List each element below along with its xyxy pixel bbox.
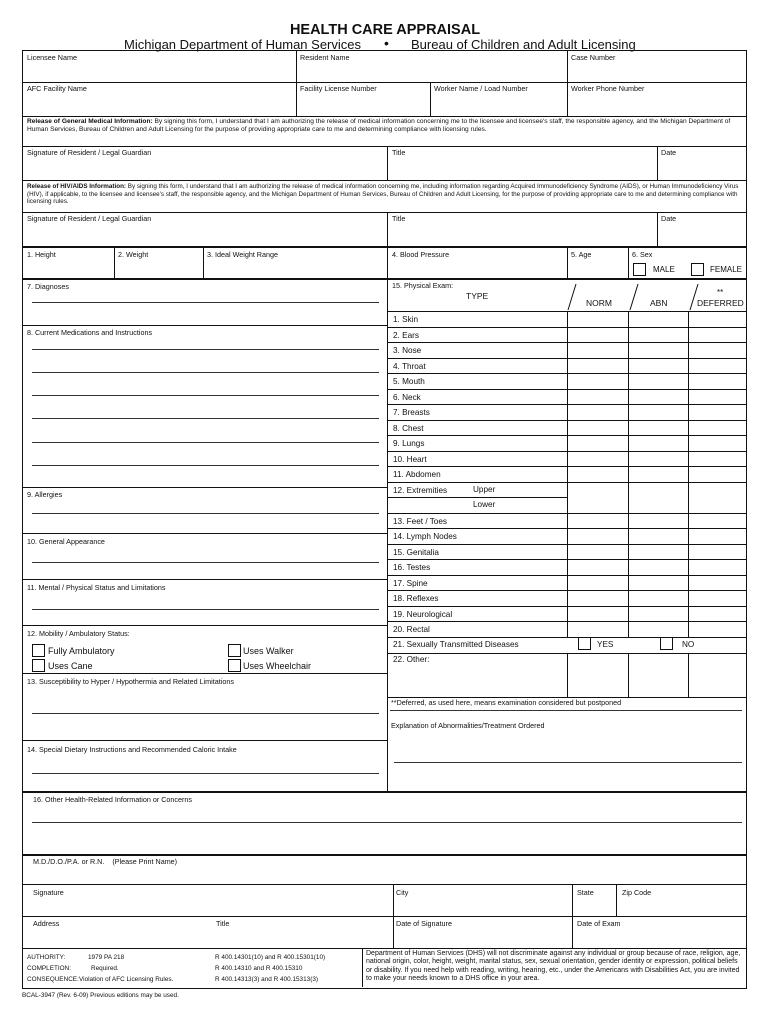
release2-date-label: Date <box>661 214 677 223</box>
exam-header-slants <box>560 280 746 312</box>
rule-1: R 400.14301(10) and R 400.15301(10) <box>215 954 326 961</box>
std-yes-label: YES <box>597 640 614 649</box>
exam-row-rule <box>387 637 746 638</box>
exam-item-label: 2. Ears <box>393 331 419 340</box>
deferred-note: **Deferred, as used here, means examination considered but postponed <box>391 698 622 707</box>
susceptibility-label: 13. Susceptibility to Hyper / Hypothermia and Related Limitations <box>27 677 234 686</box>
department-name: Michigan Department of Human Services <box>124 37 361 52</box>
provider-signature-label: Signature <box>33 888 64 897</box>
std-no-label: NO <box>682 640 695 649</box>
female-label: FEMALE <box>710 265 743 274</box>
nondiscrimination-notice: Department of Human Services (DHS) will not discriminate against any individual or group because of race, religion, age, national origin, color, height, weight, marital status, sex, sexual orientation, gender identity or expression, political beliefs or disability. If you need help with reading, writing, hearing, etc., under the Americans with Disabilities Act, you are invited to make your needs known to a DHS office in your area. <box>366 950 741 983</box>
height-label: 1. Height <box>27 250 56 259</box>
exam-column-rule <box>567 653 568 698</box>
deferred-header: DEFERRED <box>697 298 744 308</box>
exam-type-header: TYPE <box>466 291 489 301</box>
exam-item-label: 16. Testes <box>393 563 431 572</box>
release-hiv-body: By signing this form, I understand that I am authorizing the release of medical information concerning me, including information regarding Acquired Immunodeficiency Syndrome (AIDS), or Human Immunodeficiency Virus (HIV), if applicable, to the licensee and licensee's staff, the responsible agency, and the Michigan Department of Human Services, Bureau of Children and Adult Licensing, for the purpose of providing appropriate care to me and determining compliance with licensing rules. <box>27 183 739 206</box>
std-no-checkbox[interactable] <box>660 637 673 650</box>
release-general-text <box>27 118 743 134</box>
extremities-upper-label: Upper <box>473 485 496 494</box>
std-yes-checkbox[interactable] <box>578 637 591 650</box>
provider-address-label: Address <box>33 919 60 928</box>
age-label: 5. Age <box>571 250 592 259</box>
exam-item-label: 7. Breasts <box>393 408 430 417</box>
worker-phone-label: Worker Phone Number <box>571 84 645 93</box>
fully-ambulatory-label: Fully Ambulatory <box>48 646 115 656</box>
release1-title-label: Title <box>392 148 406 157</box>
female-checkbox[interactable] <box>691 263 704 276</box>
exam-item-label: 5. Mouth <box>393 377 425 386</box>
form-title: HEALTH CARE APPRAISAL <box>289 22 481 38</box>
facility-license-label: Facility License Number <box>300 84 377 93</box>
bureau-name: Bureau of Children and Adult Licensing <box>411 37 636 52</box>
extremities-lower-label: Lower <box>473 500 496 509</box>
form-number: BCAL-3947 (Rev. 6-09) Previous editions may be used. <box>22 992 179 999</box>
general-appearance-label: 10. General Appearance <box>27 537 105 546</box>
std-label: 21. Sexually Transmitted Diseases <box>393 640 519 649</box>
exam-item-label: 10. Heart <box>393 455 427 464</box>
release-hiv-heading: Release of HIV/AIDS Information: <box>27 183 127 190</box>
exam-column-rule <box>567 311 568 637</box>
male-checkbox[interactable] <box>633 263 646 276</box>
completion-value: Required. <box>91 965 119 972</box>
uses-wheelchair-label: Uses Wheelchair <box>243 661 312 671</box>
release-general-body: By signing this form, I understand that I am authorizing the release of medical information concerning me to the licensee and licensee's staff, the responsible agency, and the Michigan Department of Human Services, Bureau of Children and Adult Licensing for the purpose of providing appropriate care to me and determining compliance with licensing rules. <box>27 118 731 133</box>
provider-name-label <box>33 858 177 866</box>
other-exam-label: 22. Other: <box>393 655 430 664</box>
other-health-info-label: 16. Other Health-Related Information or Concerns <box>33 795 193 804</box>
dietary-label: 14. Special Dietary Instructions and Recommended Caloric Intake <box>27 745 237 754</box>
resident-name-label: Resident Name <box>300 53 350 62</box>
uses-cane-checkbox[interactable] <box>32 659 45 672</box>
print-name-label: (Please Print Name) <box>112 857 178 866</box>
release1-date-label: Date <box>661 148 677 157</box>
release-hiv-text <box>27 183 743 206</box>
exam-item-label: 6. Neck <box>393 393 421 402</box>
physical-exam-label: 15. Physical Exam: <box>392 281 454 290</box>
weight-label: 2. Weight <box>118 250 149 259</box>
exam-row-rule <box>387 497 567 498</box>
uses-walker-checkbox[interactable] <box>228 644 241 657</box>
uses-cane-label: Uses Cane <box>48 661 93 671</box>
provider-state-label: State <box>577 888 594 897</box>
uses-wheelchair-checkbox[interactable] <box>228 659 241 672</box>
header-bullet: • <box>384 35 389 51</box>
exam-item-label: 9. Lungs <box>393 439 425 448</box>
date-of-exam-label: Date of Exam <box>577 919 621 928</box>
norm-header: NORM <box>586 298 612 308</box>
exam-item-label: 1. Skin <box>393 315 419 324</box>
date-of-signature-label: Date of Signature <box>396 919 452 928</box>
completion-label: COMPLETION: <box>27 965 72 972</box>
deferred-mark: ** <box>717 288 724 297</box>
diagnoses-label: 7. Diagnoses <box>27 282 69 291</box>
consequence-label: CONSEQUENCE: <box>27 976 79 983</box>
provider-city-label: City <box>396 888 409 897</box>
mobility-label: 12. Mobility / Ambulatory Status: <box>27 629 130 638</box>
consequence-value: Violation of AFC Licensing Rules. <box>79 976 174 983</box>
exam-item-label: 17. Spine <box>393 579 428 588</box>
exam-item-label: 12. Extremities <box>393 486 448 495</box>
exam-item-label: 20. Rectal <box>393 625 430 634</box>
blood-pressure-label: 4. Blood Pressure <box>392 250 450 259</box>
provider-credential-label: M.D./D.O./P.A. or R.N. <box>33 857 105 866</box>
uses-walker-label: Uses Walker <box>243 646 294 656</box>
fully-ambulatory-checkbox[interactable] <box>32 644 45 657</box>
mental-status-label: 11. Mental / Physical Status and Limitations <box>27 583 166 592</box>
exam-item-label: 13. Feet / Toes <box>393 517 448 526</box>
provider-zip-label: Zip Code <box>622 888 652 897</box>
sex-label: 6. Sex <box>632 250 653 259</box>
exam-column-rule <box>628 311 629 637</box>
male-label: MALE <box>653 265 675 274</box>
exam-column-rule <box>628 653 629 698</box>
provider-title-label: Title <box>216 919 230 928</box>
release1-signature-label: Signature of Resident / Legal Guardian <box>27 148 152 157</box>
exam-item-label: 15. Genitalia <box>393 548 439 557</box>
exam-item-label: 3. Nose <box>393 346 422 355</box>
exam-item-label: 14. Lymph Nodes <box>393 532 457 541</box>
ideal-weight-label: 3. Ideal Weight Range <box>207 250 278 259</box>
exam-item-label: 18. Reflexes <box>393 594 439 603</box>
afc-facility-label: AFC Facility Name <box>27 84 87 93</box>
release-general-heading: Release of General Medical Information: <box>27 118 153 125</box>
abn-header: ABN <box>650 298 668 308</box>
exam-item-label: 8. Chest <box>393 424 424 433</box>
exam-item-label: 4. Throat <box>393 362 426 371</box>
medications-label: 8. Current Medications and Instructions <box>27 328 153 337</box>
rule-3: R 400.14313(3) and R 400.15313(3) <box>215 976 319 983</box>
case-number-label: Case Number <box>571 53 616 62</box>
release2-title-label: Title <box>392 214 406 223</box>
authority-label: AUTHORITY: <box>27 954 66 961</box>
worker-name-label: Worker Name / Load Number <box>434 84 528 93</box>
rule-2: R 400.14310 and R 400.15310 <box>215 965 303 972</box>
allergies-label: 9. Allergies <box>27 490 63 499</box>
exam-column-rule <box>688 653 689 698</box>
exam-item-label: 11. Abdomen <box>393 470 441 479</box>
licensee-name-label: Licensee Name <box>27 53 77 62</box>
exam-item-label: 19. Neurological <box>393 610 453 619</box>
explanation-label: Explanation of Abnormalities/Treatment Ordered <box>391 721 545 730</box>
exam-column-rule <box>688 311 689 637</box>
authority-value: 1979 PA 218 <box>88 954 125 961</box>
release2-signature-label: Signature of Resident / Legal Guardian <box>27 214 152 223</box>
